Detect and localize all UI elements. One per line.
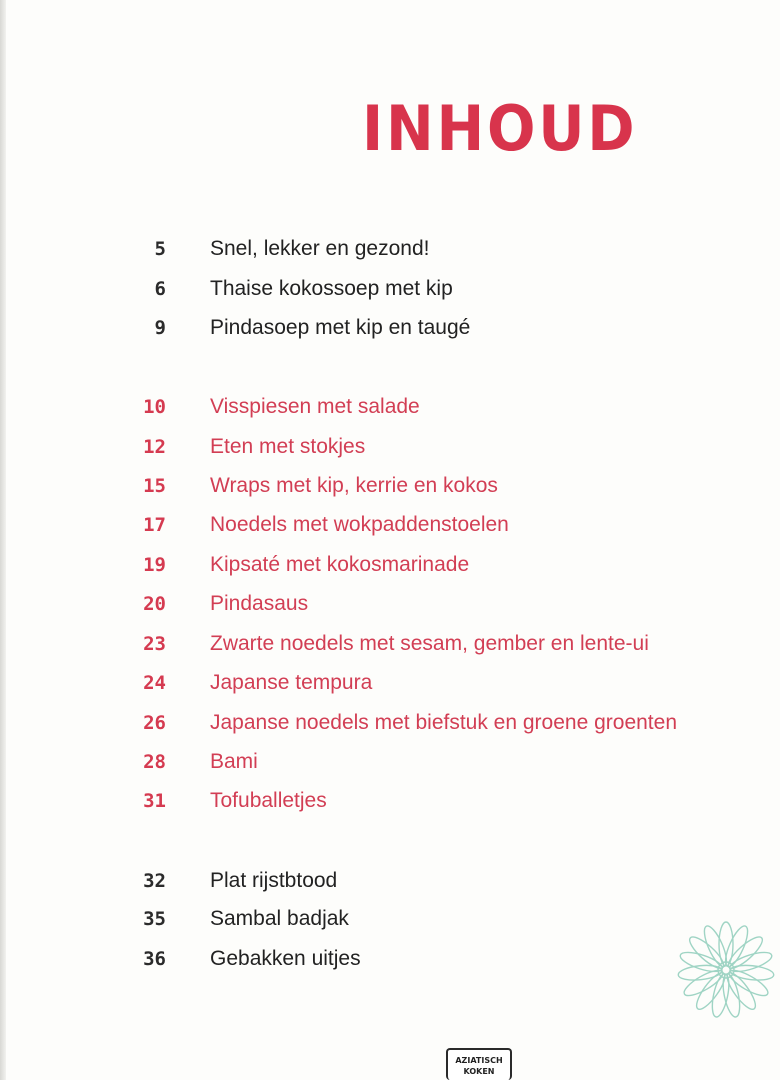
toc-page-number: 10 bbox=[143, 396, 166, 418]
toc-entry[interactable] bbox=[0, 743, 740, 781]
toc-entry-title: Wraps met kip, kerrie en kokos bbox=[210, 474, 498, 497]
toc-entry-title: Japanse tempura bbox=[210, 671, 373, 694]
toc-entry-title: Kipsaté met kokosmarinade bbox=[210, 553, 470, 576]
toc-entry[interactable] bbox=[0, 270, 740, 308]
toc-page-number: 5 bbox=[154, 238, 166, 260]
toc-entry[interactable] bbox=[0, 585, 740, 623]
toc-entry-title: Sambal badjak bbox=[210, 907, 349, 930]
toc-page-number: 26 bbox=[143, 712, 166, 734]
toc-entry[interactable] bbox=[0, 388, 740, 426]
toc-page-number: 28 bbox=[143, 751, 166, 773]
toc-entry-title: Visspiesen met salade bbox=[210, 395, 420, 418]
toc-page-number: 24 bbox=[143, 672, 166, 694]
toc-entry[interactable] bbox=[0, 428, 740, 466]
toc-page-number: 9 bbox=[154, 317, 166, 339]
badge-line-1: AZIATISCH bbox=[455, 1056, 503, 1065]
toc-entry-title: Eten met stokjes bbox=[210, 435, 366, 458]
toc-entry[interactable] bbox=[0, 467, 740, 505]
toc-page-number: 31 bbox=[143, 790, 166, 812]
flower-ornament-icon bbox=[666, 910, 780, 1030]
toc-entry[interactable] bbox=[0, 900, 740, 938]
toc-entry-title: Gebakken uitjes bbox=[210, 947, 361, 970]
toc-entry-title: Zwarte noedels met sesam, gember en lente-ui bbox=[210, 632, 649, 655]
toc-entry-title: Pindasoep met kip en taugé bbox=[210, 316, 471, 339]
toc-entry[interactable] bbox=[0, 664, 740, 702]
toc-entry[interactable] bbox=[0, 506, 740, 544]
toc-entry[interactable] bbox=[0, 230, 740, 268]
toc-page-number: 35 bbox=[143, 908, 166, 930]
toc-page-number: 15 bbox=[143, 475, 166, 497]
toc-entry-title: Noedels met wokpaddenstoelen bbox=[210, 513, 509, 536]
toc-entry-title: Bami bbox=[210, 750, 258, 773]
toc-entry-title: Japanse noedels met biefstuk en groene groenten bbox=[210, 711, 677, 734]
toc-page-number: 12 bbox=[143, 436, 166, 458]
toc-entry[interactable] bbox=[0, 625, 740, 663]
toc-entry[interactable] bbox=[0, 862, 740, 900]
toc-entry[interactable] bbox=[0, 546, 740, 584]
book-logo-badge bbox=[446, 1048, 512, 1080]
toc-page-number: 6 bbox=[154, 278, 166, 300]
toc-page-number: 23 bbox=[143, 633, 166, 655]
toc-entry[interactable] bbox=[0, 704, 740, 742]
toc-entry-title: Plat rijstbtood bbox=[210, 869, 338, 892]
toc-page-number: 19 bbox=[143, 554, 166, 576]
toc-entry[interactable] bbox=[0, 940, 740, 978]
toc-page-number: 20 bbox=[143, 593, 166, 615]
toc-entry-title: Pindasaus bbox=[210, 592, 309, 615]
toc-page-number: 36 bbox=[143, 948, 166, 970]
toc-entry[interactable] bbox=[0, 309, 740, 347]
toc-entry-title: Snel, lekker en gezond! bbox=[210, 237, 430, 260]
toc-entry-title: Tofuballetjes bbox=[210, 789, 327, 812]
badge-line-2: KOKEN bbox=[463, 1067, 495, 1076]
toc-page-number: 32 bbox=[143, 870, 166, 892]
toc-page-number: 17 bbox=[143, 514, 166, 536]
toc-entry-title: Thaise kokossoep met kip bbox=[210, 277, 453, 300]
toc-entry[interactable] bbox=[0, 782, 740, 820]
page-title: INHOUD bbox=[362, 92, 638, 165]
